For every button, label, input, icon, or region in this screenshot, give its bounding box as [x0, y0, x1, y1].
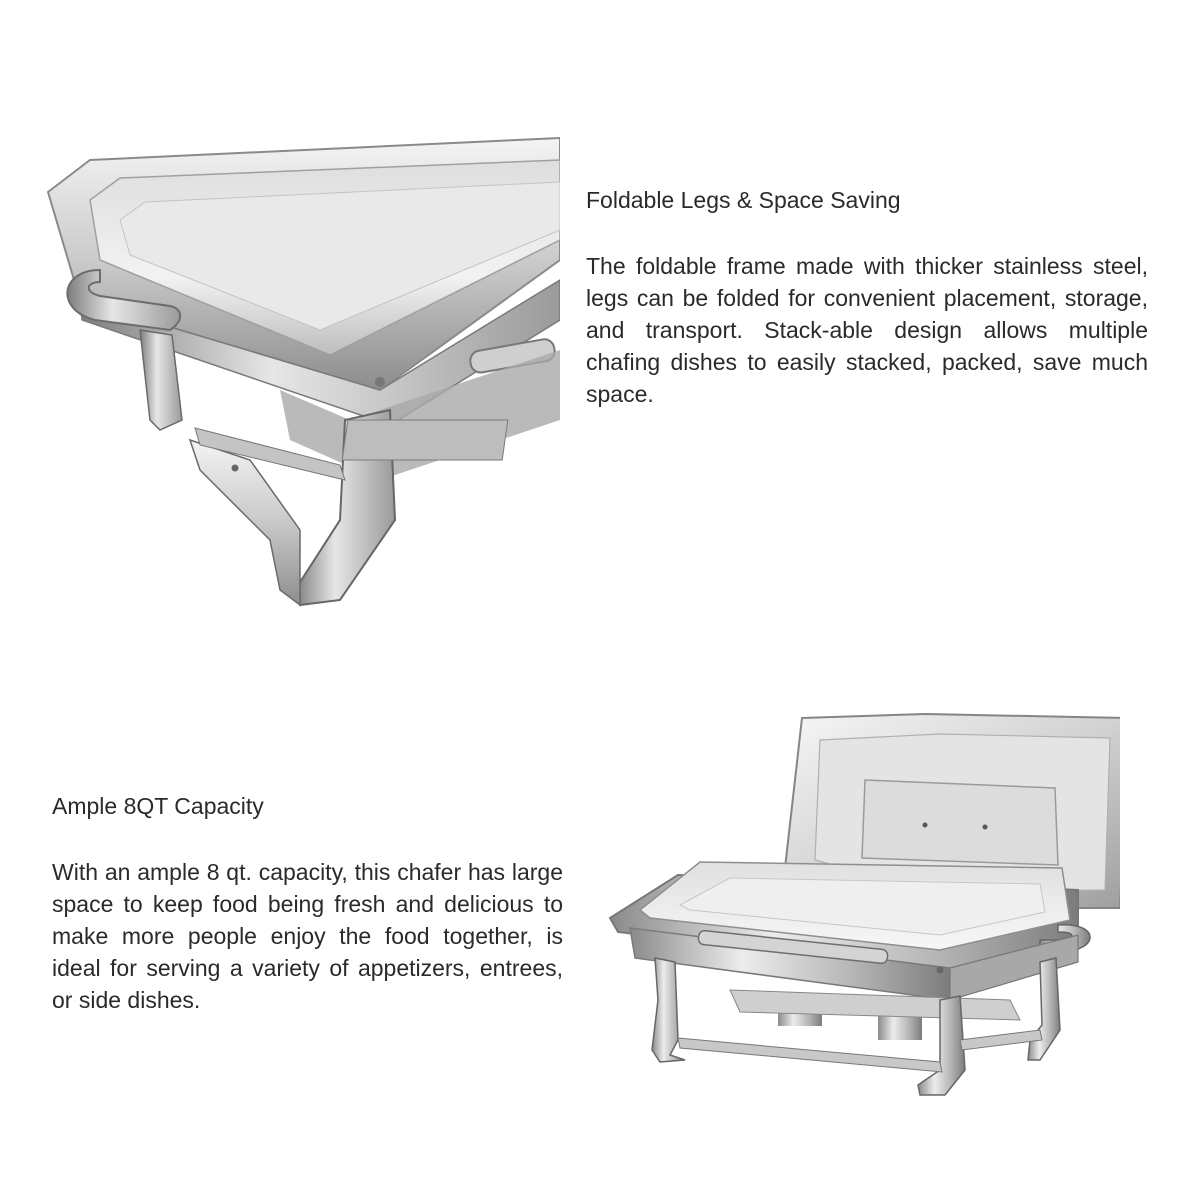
folding-feature-description: The foldable frame made with thicker stainless steel, legs can be folded for convenient placement, storage, and transport. Stack-able design allows multiple chafing dishes to easily stacked, packed, save much space.	[586, 253, 1148, 407]
chafing-dish-open-lid-icon	[600, 700, 1120, 1100]
chafing-dish-folded-legs-closeup-icon	[0, 120, 560, 620]
capacity-feature-heading: Ample 8QT Capacity	[52, 793, 264, 819]
folding-feature-heading: Foldable Legs & Space Saving	[586, 187, 901, 213]
capacity-feature-block	[52, 792, 563, 1016]
folding-feature-block	[586, 186, 1148, 410]
capacity-feature-description: With an ample 8 qt. capacity, this chafer has large space to keep food being fresh and delicious to make more people enjoy the food together, is ideal for serving a variety of appetizers, entrees, or side dishes.	[52, 859, 563, 1013]
capacity-product-image	[600, 700, 1120, 1100]
folding-legs-product-image	[0, 120, 560, 620]
